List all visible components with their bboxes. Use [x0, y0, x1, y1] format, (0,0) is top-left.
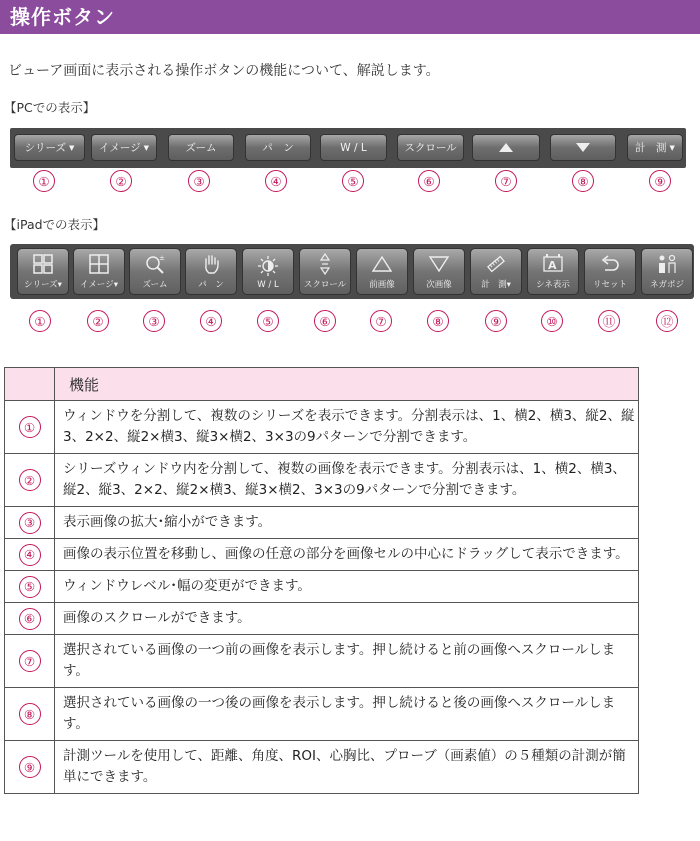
- ipad-section-label: 【iPadでの表示】: [4, 217, 106, 232]
- intro-text: ビューア画面に表示される操作ボタンの機能について、解説します。: [8, 63, 440, 79]
- pc-scroll-label: スクロール: [404, 142, 457, 154]
- pc-series-button[interactable]: [14, 134, 85, 161]
- ipad-number-9: ⑨: [485, 310, 507, 332]
- pc-number-1: ①: [33, 170, 55, 192]
- ipad-cine-label: シネ表示: [536, 280, 570, 290]
- row-number: ⑧: [19, 703, 41, 725]
- row-number: ⑨: [19, 756, 41, 778]
- table-row: [5, 571, 639, 603]
- row-number: ②: [19, 469, 41, 491]
- ipad-number-1: ①: [29, 310, 51, 332]
- ipad-number-8: ⑧: [427, 310, 449, 332]
- table-row: [5, 688, 639, 741]
- pc-pan-button[interactable]: [245, 134, 311, 161]
- ipad-image-label: イメージ▾: [79, 280, 118, 290]
- ipad-prev-image-label: 前画像: [369, 280, 395, 290]
- hand-icon: [200, 253, 222, 275]
- grid-split-icon: [88, 253, 110, 275]
- pc-number-3: ③: [188, 170, 210, 192]
- pc-measure-button[interactable]: [627, 134, 683, 161]
- ipad-series-label: シリーズ▾: [24, 280, 62, 290]
- page-title: 操作ボタン: [0, 0, 700, 34]
- pc-wl-button[interactable]: [320, 134, 387, 161]
- ipad-scroll-button[interactable]: [299, 248, 351, 295]
- pc-number-6: ⑥: [418, 170, 440, 192]
- ipad-number-2: ②: [87, 310, 109, 332]
- pc-zoom-button[interactable]: [168, 134, 234, 161]
- row-description: シリーズウィンドウ内を分割して、複数の画像を表示できます。分割表示は、1、横2、横3、縦2、縦3、2×2、縦2×横3、縦3×横2、3×3の9パターンで分割できます。: [55, 454, 639, 507]
- table-header-function: 機能: [55, 368, 639, 401]
- ipad-number-11: ⑪: [598, 310, 620, 332]
- svg-text:±: ±: [159, 254, 165, 262]
- pc-number-8: ⑧: [572, 170, 594, 192]
- pc-series-label: シリーズ: [24, 142, 67, 154]
- ipad-negapozi-button[interactable]: [641, 248, 693, 295]
- row-number: ⑦: [19, 650, 41, 672]
- ipad-number-3: ③: [143, 310, 165, 332]
- caret-down-icon: ▼: [143, 143, 150, 152]
- cine-icon: [542, 253, 564, 275]
- function-table: [4, 367, 639, 794]
- ipad-number-4: ④: [200, 310, 222, 332]
- table-row: [5, 603, 639, 635]
- brightness-icon: [257, 255, 279, 277]
- row-number: ⑤: [19, 576, 41, 598]
- ipad-wl-button[interactable]: [242, 248, 294, 295]
- ipad-zoom-button[interactable]: [129, 248, 181, 295]
- triangle-up-icon: [499, 143, 513, 152]
- pc-image-label: イメージ: [98, 142, 141, 154]
- pc-number-5: ⑤: [342, 170, 364, 192]
- row-description: ウィンドウレベル･幅の変更ができます。: [55, 571, 639, 603]
- ipad-pan-button[interactable]: [185, 248, 237, 295]
- table-row: [5, 539, 639, 571]
- ipad-measure-button[interactable]: [470, 248, 522, 295]
- ipad-next-image-button[interactable]: [413, 248, 465, 295]
- ipad-number-10: ⑩: [541, 310, 563, 332]
- ipad-toolbar: [10, 244, 694, 299]
- negapozi-icon: [656, 253, 678, 275]
- caret-down-icon: ▼: [69, 143, 75, 152]
- pc-measure-label: 計 測: [635, 142, 667, 154]
- row-number: ⑥: [19, 608, 41, 630]
- table-row: [5, 401, 639, 454]
- ruler-icon: [485, 253, 507, 275]
- row-number: ④: [19, 544, 41, 566]
- ipad-pan-label: パ ン: [198, 280, 224, 290]
- ipad-wl-label: W / L: [257, 280, 279, 290]
- row-description: 選択されている画像の一つ前の画像を表示します。押し続けると前の画像へスクロールします。: [55, 635, 639, 688]
- triangle-down-icon: [576, 143, 590, 152]
- table-row: [5, 635, 639, 688]
- pc-number-9: ⑨: [649, 170, 671, 192]
- ipad-next-image-label: 次画像: [426, 280, 452, 290]
- ipad-number-5: ⑤: [257, 310, 279, 332]
- reset-icon: [599, 253, 621, 275]
- pc-zoom-label: ズーム: [185, 142, 217, 154]
- ipad-cine-button[interactable]: [527, 248, 579, 295]
- pc-scroll-button[interactable]: [397, 134, 464, 161]
- pc-wl-label: W / L: [340, 141, 367, 154]
- ipad-image-button[interactable]: [73, 248, 125, 295]
- ipad-scroll-label: スクロール: [303, 280, 347, 290]
- ipad-measure-label: 計 測▾: [481, 280, 511, 290]
- ipad-number-12: ⑫: [656, 310, 678, 332]
- pc-number-4: ④: [265, 170, 287, 192]
- row-number: ③: [19, 512, 41, 534]
- triangle-up-outline-icon: [371, 253, 393, 275]
- pc-prev-button[interactable]: [472, 134, 540, 161]
- row-description: 選択されている画像の一つ後の画像を表示します。押し続けると後の画像へスクロールします。: [55, 688, 639, 741]
- row-description: 画像のスクロールができます。: [55, 603, 639, 635]
- table-header-empty: [5, 368, 55, 401]
- table-row: [5, 741, 639, 794]
- pc-number-2: ②: [110, 170, 132, 192]
- row-number: ①: [19, 416, 41, 438]
- ipad-zoom-label: ズーム: [142, 280, 168, 290]
- caret-down-icon: ▼: [669, 143, 675, 152]
- table-row: [5, 507, 639, 539]
- ipad-reset-button[interactable]: [584, 248, 636, 295]
- table-row: [5, 454, 639, 507]
- ipad-number-7: ⑦: [370, 310, 392, 332]
- ipad-prev-image-button[interactable]: [356, 248, 408, 295]
- pc-next-button[interactable]: [550, 134, 616, 161]
- ipad-number-6: ⑥: [314, 310, 336, 332]
- row-description: 画像の表示位置を移動し、画像の任意の部分を画像セルの中心にドラッグして表示できます。: [55, 539, 639, 571]
- row-description: 計測ツールを使用して、距離、角度、ROI、心胸比、プローブ（画素値）の５種類の計測が簡単にできます。: [55, 741, 639, 794]
- table-header-row: [5, 368, 639, 401]
- triangle-down-outline-icon: [428, 253, 450, 275]
- row-description: 表示画像の拡大･縮小ができます。: [55, 507, 639, 539]
- scroll-icon: [314, 253, 336, 275]
- grid-2x2-icon: [32, 253, 54, 275]
- ipad-negapozi-label: ネガポジ: [649, 280, 684, 290]
- svg-text:A: A: [548, 259, 557, 272]
- pc-section-label: 【PCでの表示】: [4, 100, 96, 115]
- ipad-reset-label: リセット: [593, 280, 627, 290]
- zoom-icon: [144, 253, 166, 275]
- ipad-series-button[interactable]: [17, 248, 69, 295]
- pc-image-button[interactable]: [91, 134, 157, 161]
- pc-toolbar: [10, 128, 686, 168]
- row-description: ウィンドウを分割して、複数のシリーズを表示できます。分割表示は、1、横2、横3、縦2、縦3、2×2、縦2×横3、縦3×横2、3×3の9パターンで分割できます。: [55, 401, 639, 454]
- pc-number-7: ⑦: [495, 170, 517, 192]
- pc-pan-label: パ ン: [262, 142, 294, 154]
